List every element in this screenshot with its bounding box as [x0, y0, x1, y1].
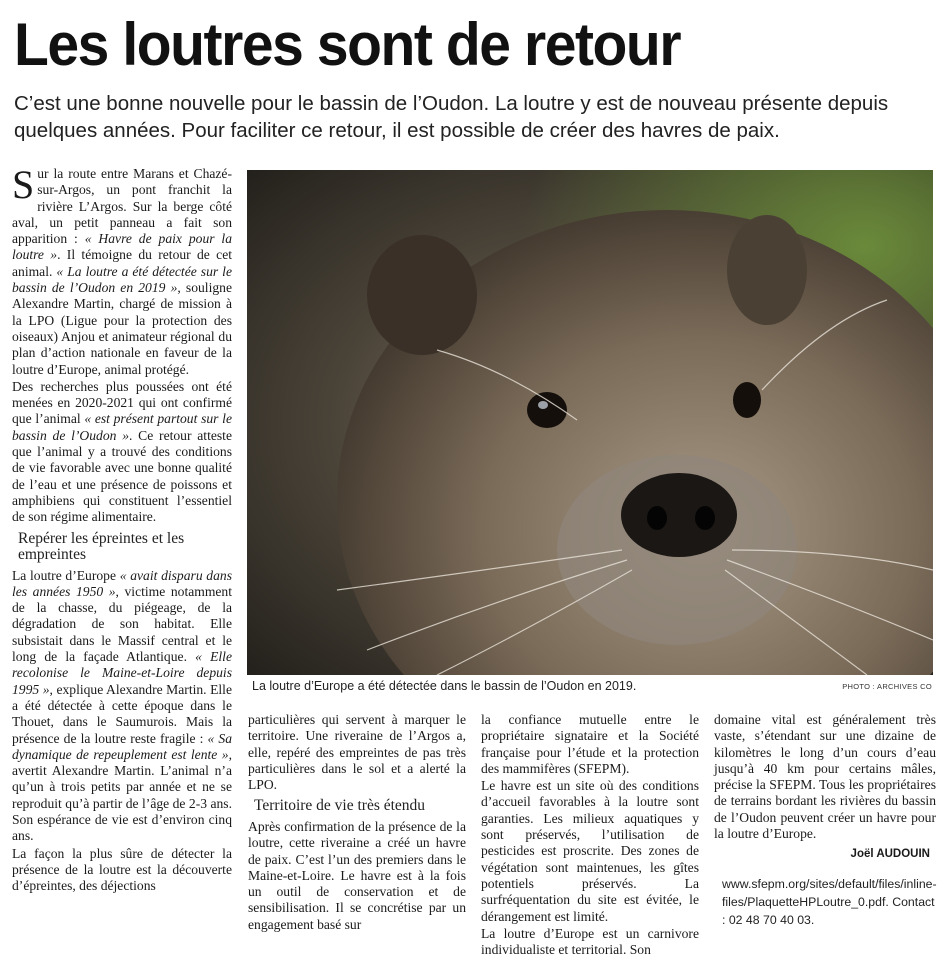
article-column-3 [481, 712, 699, 959]
quote: « avait disparu dans les années 1950 » [12, 567, 232, 599]
text: , explique Alexandre Martin. Elle a été détectée à cette époque dans le Thouet, dans le Saumurois. Mais la présence de la loutre reste fragile : [12, 681, 232, 746]
headline: Les loutres sont de retour [14, 11, 681, 78]
article-column-1 [12, 162, 233, 895]
paragraph-10: domaine vital est généralement très vaste, s’étendant sur une dizaine de kilomètres le long d’un cours d’eau jusqu’à 40 km pour certains mâles, précise la SFEPM. Tous les propriétaires de terrains bordant les rivières du bassin de l’Oudon peuvent créer un havre pour la loutre d’Europe. [714, 712, 936, 842]
paragraph-7: la confiance mutuelle entre le propriétaire signataire et la Société française pour l’étude et la protection des mammifères (SFEPM). [481, 712, 699, 776]
paragraph-8: Le havre est un site où des conditions d’accueil favorables à la loutre sont garanties. Les milieux aquatiques y sont préservés, l’utilisation de pesticides est proscrite. Des zones de végétation sont maintenues, les gîtes potentiels préservés. La surfréquentation du site est évitée, le dérangement est limité. [481, 778, 699, 924]
text: . Il témoigne du retour de cet animal. [12, 247, 233, 279]
photo-caption: La loutre d’Europe a été détectée dans le bassin de l’Oudon en 2019. [252, 679, 637, 693]
subhead-territoire: Territoire de vie très étendu [254, 797, 426, 815]
standfirst: C’est une bonne nouvelle pour le bassin de l’Oudon. La loutre y est de nouveau présente depuis quelques années. Pour faciliter ce retour, il est possible de créer des havres de paix. [14, 92, 889, 142]
paragraph-2 [12, 379, 232, 526]
otter-photo [247, 170, 933, 675]
photo-credit: PHOTO : ARCHIVES CO [842, 682, 932, 691]
quote: « Elle recolonise le Maine-et-Loire depuis 1995 » [12, 649, 232, 697]
text: ur la route entre Marans et Chazé-sur-Argos, un pont franchit la rivière L’Argos. Sur la berge côté aval, un petit panneau a fait son apparition : [12, 166, 232, 247]
paragraph-9: La loutre d’Europe est un carnivore individualiste et territorial. Son [481, 925, 699, 958]
text: , victime notamment de la chasse, du piégeage, de la dégradation de son habitat. Elle subsistait dans le Massif central et le long de la façade Atlantique. [12, 583, 233, 665]
quote: « est présent partout sur le bassin de l’Oudon » [12, 411, 232, 443]
paragraph-6: Après confirmation de la présence de la loutre, cette riveraine a créé un havre de paix. C’est l’un des premiers dans le Maine-et-Loire. Le havre est à la fois un outil de conservation et de sensibilisation. Il se concrétise par un engagement basé sur [248, 818, 466, 932]
subhead-epreintes: Repérer les épreintes et les empreintes [18, 529, 185, 564]
paragraph-1 [12, 162, 233, 378]
info-link[interactable]: www.sfepm.org/sites/default/files/inline-files/PlaquetteHPLoutre_0.pdf. Contact : 02 48 70 40 03. [722, 876, 937, 927]
otter-illustration [247, 170, 933, 675]
quote: « La loutre a été détectée sur le bassin de l’Oudon en 2019 » [12, 263, 232, 296]
text: , avertit Alexandre Martin. L’animal n’a qu’un à trois petits par année et ne se reproduit qu’à partir de l’âge de 2-3 ans. Son espérance de vie est d’environ cinq ans. [12, 746, 232, 844]
text: La loutre d’Europe [12, 567, 120, 583]
article-column-2 [248, 712, 466, 934]
text: , souligne Alexandre Martin, chargé de mission à la LPO (Ligue pour la protection des oiseaux) Anjou et animateur régional du plan d’action nationale en faveur de la loutre d’Europe, animal protégé. [12, 280, 232, 377]
text: Des recherches plus poussées ont été menées en 2020-2021 qui ont confirmé que l’animal [12, 378, 232, 427]
author-signature: Joël AUDOUIN [850, 848, 930, 861]
paragraph-4: La façon la plus sûre de détecter la présence de la loutre est la découverte d’épreintes, des déjections [12, 845, 232, 894]
paragraph-3 [12, 568, 232, 845]
quote: « Havre de paix pour la loutre » [12, 231, 233, 263]
drop-cap: S [12, 162, 35, 207]
text: . Ce retour atteste que l’animal y a trouvé des conditions de vie favorable avec une bonne qualité de l’eau et une présence de poissons et amphibiens qui constituent l’essentiel de son régime alimentaire. [12, 427, 232, 525]
article-column-4 [714, 712, 936, 929]
paragraph-5: particulières qui servent à marquer le territoire. Une riveraine de l’Argos a, elle, repéré des empreintes de pas très particulières dans le sol et a alerté la LPO. [248, 712, 466, 793]
quote: « Sa dynamique de repeuplement est lente » [12, 730, 232, 762]
